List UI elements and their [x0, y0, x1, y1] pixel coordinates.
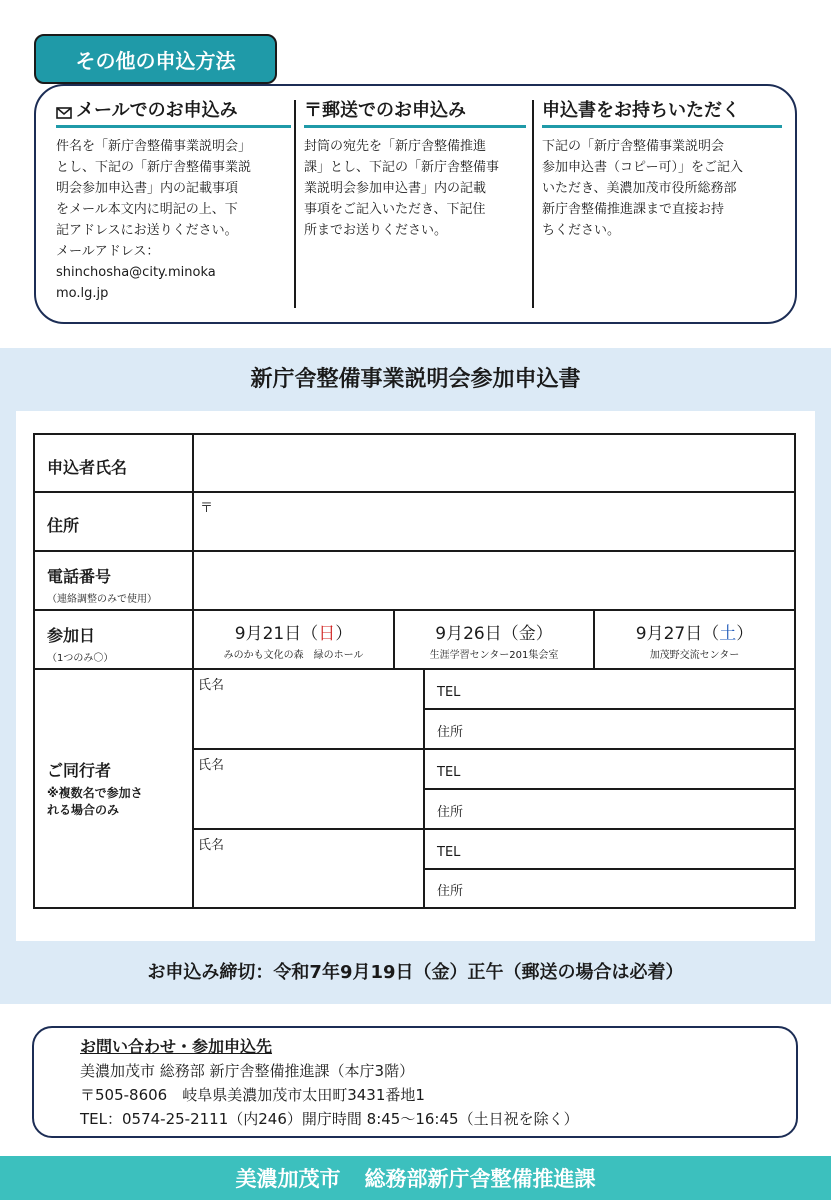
companion-address-field[interactable]: [425, 790, 794, 830]
date-text: 9月27日（土）: [635, 624, 754, 644]
email-line: 明会参加申込書」内の記載事項: [56, 181, 239, 196]
companion-name-label: 氏名: [198, 838, 225, 853]
companion-tel-label: TEL: [437, 685, 461, 700]
date-text: 9月21日（日）: [234, 624, 353, 644]
postal-line: 所までお送りください。: [304, 223, 448, 238]
footer-department: 総務部新庁舎整備推進課: [364, 1167, 596, 1191]
companion-address-label: 住所: [437, 725, 464, 740]
applicant-name-field[interactable]: [194, 435, 794, 493]
date-option-0927[interactable]: [595, 611, 794, 670]
date-sublabel: （1つのみ〇）: [47, 653, 114, 664]
column-divider: [294, 100, 296, 308]
companion-tel-field[interactable]: [425, 750, 794, 790]
other-methods-title: その他の申込方法: [75, 48, 236, 73]
bring-method: [542, 96, 782, 241]
postal-line: 事項をご記入いただき、下記住: [304, 202, 486, 217]
contact-panel: [32, 1026, 798, 1138]
email-line: 件名を「新庁舎整備事業説明会」: [56, 139, 252, 154]
methods-panel: [34, 84, 797, 324]
companion-address-field[interactable]: [425, 870, 794, 907]
bring-line: 下記の「新庁舎整備事業説明会: [542, 139, 725, 154]
email-line: とし、下記の「新庁舎整備事業説: [56, 160, 252, 175]
phone-label: 電話番号: [47, 567, 112, 586]
column-divider: [532, 100, 534, 308]
companion-tel-label: TEL: [437, 765, 461, 780]
date-option-0926[interactable]: [395, 611, 595, 670]
phone-sublabel: （連絡調整のみで使用）: [47, 594, 157, 605]
companion-address-field[interactable]: [425, 710, 794, 750]
companion-address-label: 住所: [437, 805, 464, 820]
footer-city: 美濃加茂市: [235, 1167, 341, 1191]
venue-text: みのかも文化の森 緑のホール: [223, 650, 364, 661]
phone-field[interactable]: [194, 552, 794, 611]
mail-envelope-icon: [56, 103, 72, 115]
sunday-mark: 日: [318, 624, 336, 644]
footer-banner: [0, 1156, 831, 1200]
address-label: 住所: [47, 516, 80, 535]
bring-line: ちください。: [542, 223, 621, 238]
companion-label-cell: [35, 670, 194, 907]
venue-text: 加茂野交流センター: [649, 650, 740, 661]
email-line: をメール本文内に明記の上、下: [56, 202, 238, 217]
postal-line: 封筒の宛先を「新庁舎整備推進: [304, 139, 487, 154]
contact-title: お問い合わせ・参加申込先: [80, 1037, 273, 1056]
date-option-0921[interactable]: [194, 611, 395, 670]
companion-name-field[interactable]: [194, 750, 425, 830]
contact-address: 〒505-8606 岐阜県美濃加茂市太田町3431番地1: [80, 1086, 425, 1104]
bring-line: いただき、美濃加茂市役所総務部: [542, 181, 737, 196]
application-form-table: [33, 433, 796, 909]
companion-name-label: 氏名: [198, 678, 225, 693]
email-method-body: [56, 136, 291, 304]
date-text: 9月26日（金）: [435, 624, 553, 644]
email-line: メールアドレス：: [56, 244, 160, 259]
address-field[interactable]: [194, 493, 794, 552]
date-label: 参加日: [47, 626, 96, 645]
venue-text: 生涯学習センター201集会室: [429, 650, 559, 661]
saturday-mark: 土: [719, 624, 737, 644]
companion-name-field[interactable]: [194, 670, 425, 750]
email-line: 記アドレスにお送りください。: [56, 223, 238, 238]
companion-address-label: 住所: [437, 884, 464, 899]
companion-label: ご同行者: [47, 761, 112, 780]
companion-name-field[interactable]: [194, 830, 425, 907]
postal-method-body: [304, 136, 526, 241]
deadline-notice: お申込み締切：令和7年9月19日（金）正午（郵送の場合は必着）: [147, 962, 684, 983]
email-method-title: [56, 96, 291, 128]
other-methods-tab: [34, 34, 277, 84]
bring-line: 参加申込書（コピー可）」をご記入: [542, 160, 743, 175]
address-label-cell: [35, 493, 194, 552]
postal-line: 課」とし、下記の「新庁舎整備事: [304, 160, 500, 175]
companion-tel-field[interactable]: [425, 670, 794, 710]
bring-line: 新庁舎整備推進課まで直接お持: [542, 202, 725, 217]
companion-note: ※複数名で参加さ れる場合のみ: [47, 786, 143, 817]
postal-mark: 〒: [200, 501, 214, 516]
contact-department: 美濃加茂市 総務部 新庁舎整備推進課（本庁3階）: [80, 1062, 415, 1080]
applicant-label-cell: [35, 435, 194, 493]
companion-name-label: 氏名: [198, 758, 225, 773]
postal-title-text: 〒郵送でのお申込み: [304, 100, 466, 121]
date-label-cell: [35, 611, 194, 670]
postal-method: [304, 96, 526, 241]
form-title: 新庁舎整備事業説明会参加申込書: [250, 367, 581, 392]
applicant-label: 申込者氏名: [47, 458, 128, 477]
phone-label-cell: [35, 552, 194, 611]
email-address-line[interactable]: mo.lg.jp: [56, 286, 109, 301]
bring-title-text: 申込書をお持ちいただく: [542, 100, 740, 121]
contact-phone[interactable]: TEL：0574-25-2111（内246）開庁時間 8:45～16:45（土日祝を除く）: [80, 1110, 579, 1128]
email-method: [56, 96, 291, 304]
email-address-line[interactable]: shinchosha@city.minoka: [56, 265, 216, 280]
email-title-text: メールでのお申込み: [76, 100, 238, 121]
postal-method-title: [304, 96, 526, 128]
bring-method-title: [542, 96, 782, 128]
companion-tel-field[interactable]: [425, 830, 794, 870]
bring-method-body: [542, 136, 782, 241]
postal-line: 業説明会参加申込書」内の記載: [304, 181, 487, 196]
companion-tel-label: TEL: [437, 845, 461, 860]
